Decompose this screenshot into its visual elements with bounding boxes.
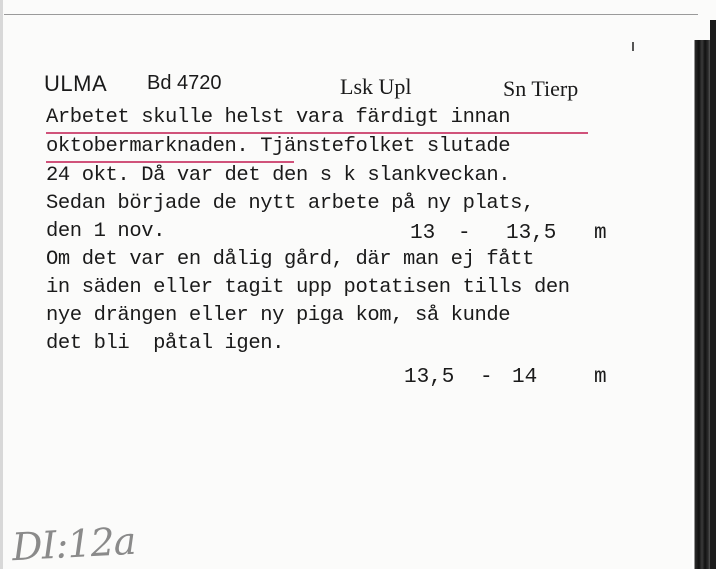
- card-top-rule: [4, 14, 698, 15]
- measurement-2-from: 13,5: [404, 366, 455, 389]
- text-line-2: oktobermarknaden. Tjänstefolket slutade: [46, 135, 511, 158]
- text-line-3: 24 okt. Då var det den s k slankveckan.: [46, 164, 511, 187]
- province-label: Lsk Upl: [340, 74, 412, 99]
- card-right-edge-shadow: [692, 40, 710, 569]
- text-line-4: Sedan började de nytt arbete på ny plats,: [46, 192, 534, 215]
- measurement-1-dash: -: [458, 222, 471, 245]
- text-line-6: Om det var en dålig gård, där man ej fått: [46, 248, 534, 271]
- handwritten-archive-mark: DI:12a: [10, 518, 137, 569]
- underline-1: [46, 132, 588, 134]
- measurement-2-unit: m: [594, 366, 607, 389]
- measurement-1-unit: m: [594, 222, 607, 245]
- card-right-edge-border: [710, 20, 716, 569]
- measurement-1-to: 13,5: [506, 222, 557, 245]
- card-header: [0, 68, 690, 100]
- text-line-9: det bli påtal igen.: [46, 332, 285, 355]
- record-number: Bd 4720: [147, 72, 222, 94]
- underline-2: [46, 161, 294, 163]
- measurement-2-dash: -: [480, 366, 493, 389]
- pencil-mark: [632, 42, 634, 51]
- text-line-5: den 1 nov.: [46, 220, 166, 243]
- text-line-7: in säden eller tagit upp potatisen tills den: [46, 276, 570, 299]
- text-line-1: Arbetet skulle helst vara färdigt innan: [46, 106, 511, 129]
- measurement-2-to: 14: [512, 366, 538, 389]
- measurement-1-from: 13: [410, 222, 436, 245]
- archive-code: ULMA: [44, 71, 108, 96]
- parish-label: Sn Tierp: [503, 76, 579, 101]
- text-line-8: nye drängen eller ny piga kom, så kunde: [46, 304, 511, 327]
